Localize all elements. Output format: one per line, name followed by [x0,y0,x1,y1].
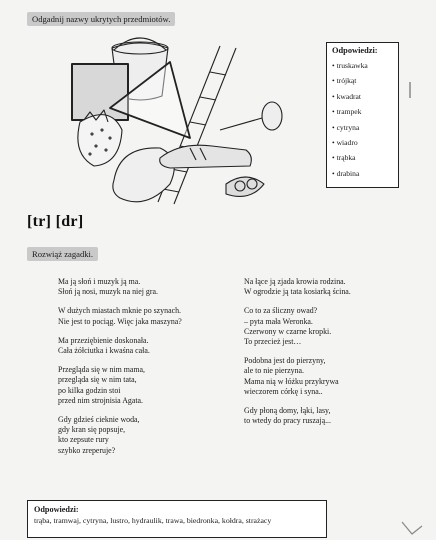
riddle-line: wieczorem córkę i syna.. [244,386,323,396]
answer-item: • drabina [332,166,393,181]
riddle-line: gdy kran się popsuje, [58,425,126,435]
riddle-line: W dużych miastach mknie po szynach. [58,306,181,316]
riddle-line: szybko zreperuje? [58,445,116,455]
riddle [58,336,228,356]
riddle-line: kto zepsute rury [58,435,109,445]
hidden-objects-answers-box [326,42,399,188]
answer-item: • truskawka [332,58,393,73]
riddle-answers-box [27,500,327,538]
answer-item: • trąbka [332,150,393,165]
riddle [58,277,228,297]
riddle-line: Co to za śliczny owad? [244,306,318,316]
answers-list [332,58,393,181]
riddles-right-column [244,277,414,435]
riddle-line: Na łące ją zjada krowia rodzina. [244,277,346,286]
riddle-line: to wtedy do pracy ruszają... [244,416,331,426]
riddle [58,365,228,406]
riddle-line: Mama nią w łóżku przykrywa [244,376,339,386]
riddle [244,356,414,397]
riddle-line: przed nim strojnisia Agata. [58,395,144,405]
riddle-line: Słoń ją nosi, muzyk na niej gra. [58,287,158,297]
riddle-line: Gdy płoną domy, łąki, lasy, [244,406,331,416]
answer-item: • wiadro [332,135,393,150]
answer-item: • cytryna [332,120,393,135]
riddle [244,306,414,347]
task-label: Rozwiąż zagadki. [27,247,98,261]
answers-title: Odpowiedzi: [332,46,378,55]
riddle-line: Ma ją słoń i muzyk ją ma. [58,277,141,286]
riddle [244,277,414,297]
riddle [58,306,228,326]
hidden-objects-illustration [50,34,305,212]
riddle-line: Ma przeziębienie doskonała. [58,335,149,345]
riddle-line: Czerwony w czarne kropki. [244,326,332,336]
answer-item: • kwadrat [332,89,393,104]
margin-mark [408,80,418,100]
riddle-answers-title: Odpowiedzi: [34,505,79,514]
riddle [58,415,228,456]
riddle-line: Przegląda się w nim mama, [58,365,145,375]
riddle-line: W ogrodzie ją tata kosiarką ścina. [244,287,351,297]
riddle-line: po kilka godzin stoi [58,385,121,395]
riddle-line: przegląda się w nim tata, [58,375,137,385]
corner-mark [398,520,428,538]
riddle-line: – pyta mała Weronka. [244,316,313,326]
answer-item: • trampek [332,104,393,119]
riddle-line: Cała żółciutka i kwaśna cała. [58,346,150,356]
instruction-label: Odgadnij nazwy ukrytych przedmiotów. [27,12,175,26]
riddle-line: ale to nie pierzyna. [244,366,305,376]
sneaker-drawing [160,145,252,168]
riddles-left-column [58,277,228,465]
riddle-line: Gdy gdzieś cieknie woda, [58,415,140,425]
riddle-line: Podobna jest do pierzyny, [244,356,326,366]
riddle-line: Nie jest to pociąg. Więc jaka maszyna? [58,316,182,326]
riddle-line: To przecież jest… [244,337,302,347]
section-heading: [tr] [dr] [27,213,84,230]
riddle-answers-text: trąba, tramwaj, cytryna, lustro, hydraulik, trawa, biedronka, kołdra, strażacy [34,516,272,525]
answer-item: • trójkąt [332,73,393,88]
riddle [244,406,414,426]
